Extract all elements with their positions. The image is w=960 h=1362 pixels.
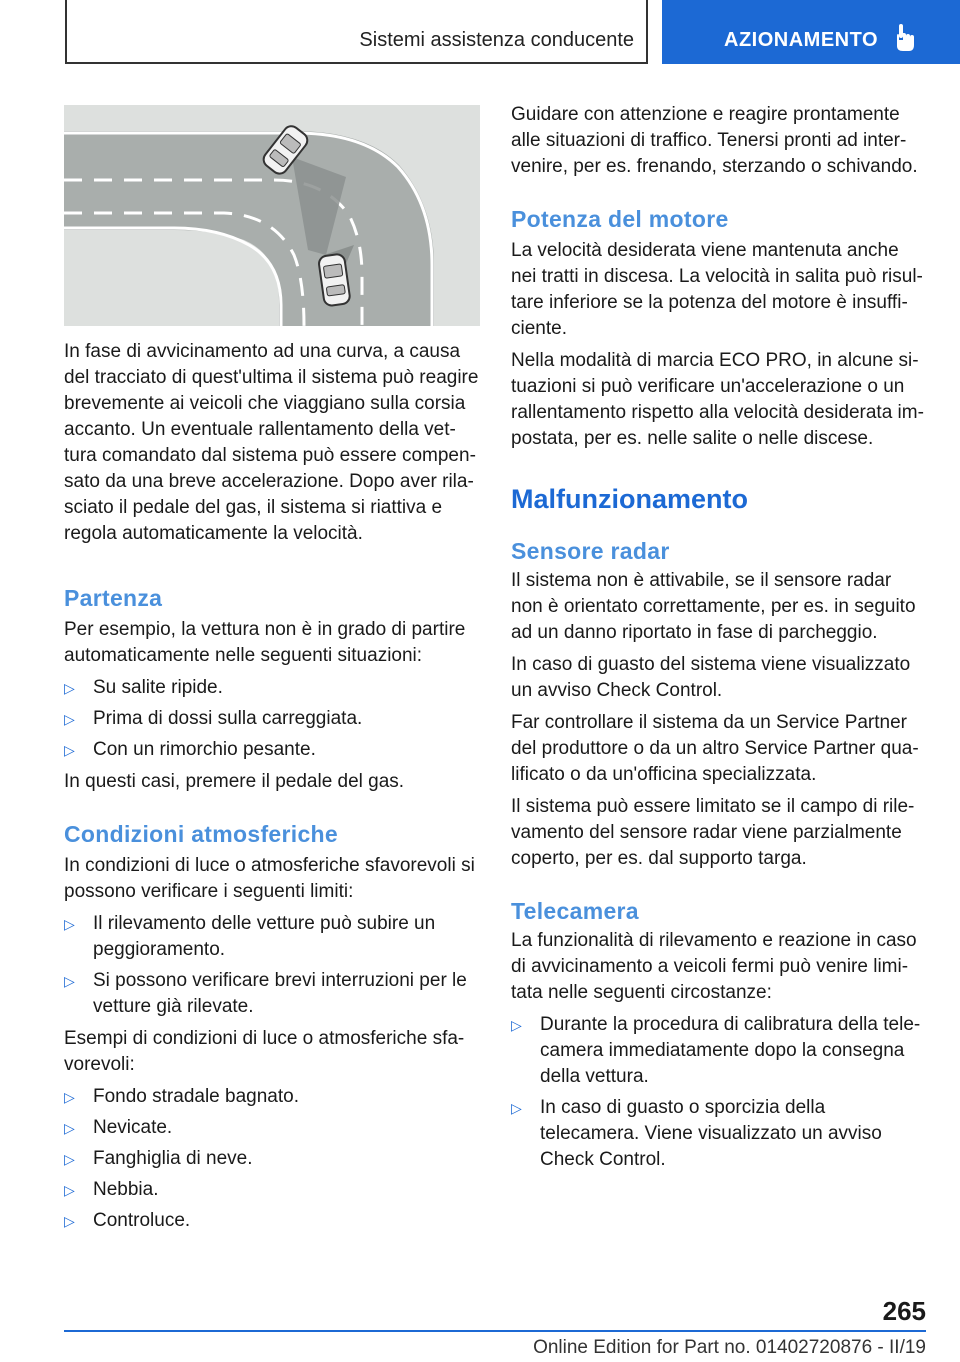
list-item: ▷ Fanghiglia di neve. (64, 1146, 480, 1172)
triangle-bullet-icon: ▷ (511, 1100, 522, 1116)
list-item: ▷ Durante la procedura di calibratura della telecamera immediatamente dopo la consegna della vettura. (511, 1014, 921, 1087)
hand-pointer-icon (894, 24, 916, 52)
list-item: ▷ Nevicate. (64, 1115, 480, 1141)
list-item: ▷ Con un rimorchio pesante. (64, 737, 480, 763)
list-item: ▷ Controluce. (64, 1208, 480, 1234)
heading-condizioni: Condizioni atmosferiche (64, 821, 338, 847)
examples-list (64, 1084, 480, 1234)
sensore-p3: Far controllare il sistema da un Service Partner del produttore o da un altro Service Partner qualificato o da un'officina specializzata. (511, 712, 919, 785)
sensore-p4: Il sistema può essere limitato se il campo di rilevamento del sensore radar viene parzialmente coperto, per es. dal supporto targa. (511, 796, 915, 869)
curve-radar-illustration (64, 105, 480, 326)
triangle-bullet-icon: ▷ (64, 1182, 75, 1198)
list-item: ▷ Fondo stradale bagnato. (64, 1084, 480, 1110)
triangle-bullet-icon: ▷ (64, 1151, 75, 1167)
header-section-box (65, 0, 648, 64)
header-chapter-box (662, 0, 960, 64)
list-item: ▷ Nebbia. (64, 1177, 480, 1203)
telecamera-intro: La funzionalità di rilevamento e reazione in caso di avvicinamento a veicoli fermi può venire limitata nelle seguenti circostanze: (511, 930, 917, 1003)
potenza-p2: Nella modalità di marcia ECO PRO, in alcune situazioni si può verificare un'accelerazione o un rallentamento rispetto alla velocità desiderata impostata, per es. nelle salite o nelle discese. (511, 350, 924, 449)
telecamera-list (511, 1012, 927, 1173)
figure-caption: In fase di avvicinamento ad una curva, a causa del tracciato di quest'ultima il sistema può reagire brevemente ai veicoli che viaggiano sulla corsia accanto. Un eventuale rallentamento della vettura comandato dal sistema può essere compensato da una breve accelerazione. Dopo aver rilasciato il pedale del gas, il sistema si riattiva e regola automaticamente la velocità. (64, 341, 479, 544)
list-item: ▷ Il rilevamento delle vetture può subire un peggioramento. (64, 913, 436, 960)
condizioni-examples-intro: Esempi di condizioni di luce o atmosferiche sfavorevoli: (64, 1028, 465, 1075)
heading-telecamera: Telecamera (511, 898, 639, 924)
footer-rule (64, 1330, 926, 1332)
chapter-title: AZIONAMENTO (724, 29, 879, 51)
road-curve-diagram (64, 105, 480, 326)
triangle-bullet-icon: ▷ (64, 742, 75, 758)
right-column (511, 102, 927, 1173)
section-title: Sistemi assistenza conducente (359, 29, 634, 51)
triangle-bullet-icon: ▷ (64, 1120, 75, 1136)
partenza-outro: In questi casi, premere il pedale del gas. (64, 771, 405, 792)
triangle-bullet-icon: ▷ (64, 711, 75, 727)
triangle-bullet-icon: ▷ (64, 1213, 75, 1229)
triangle-bullet-icon: ▷ (511, 1017, 522, 1033)
heading-potenza: Potenza del motore (511, 206, 729, 232)
partenza-intro: Per esempio, la vettura non è in grado di partire automaticamente nelle seguenti situazioni: (64, 619, 466, 666)
potenza-p1: La velocità desiderata viene mantenuta anche nei tratti in discesa. La velocità in salita può risultare inferiore se la potenza del motore è insufficiente. (511, 240, 923, 339)
heading-partenza: Partenza (64, 585, 163, 611)
heading-malfunzionamento: Malfunzionamento (511, 484, 748, 514)
sensore-p2: In caso di guasto del sistema viene visualizzato un avviso Check Control. (511, 654, 911, 701)
left-column (64, 339, 480, 1234)
condizioni-list (64, 911, 480, 1020)
triangle-bullet-icon: ▷ (64, 1089, 75, 1105)
list-item: ▷ Si possono verificare brevi interruzioni per le vetture già rilevate. (64, 970, 467, 1017)
partenza-list (64, 675, 480, 763)
condizioni-intro: In condizioni di luce o atmosferiche sfavorevoli si possono verificare i seguenti limiti: (64, 855, 475, 902)
triangle-bullet-icon: ▷ (64, 680, 75, 696)
list-item: ▷ Prima di dossi sulla carreggiata. (64, 706, 480, 732)
right-intro: Guidare con attenzione e reagire prontamente alle situazioni di traffico. Tenersi pronti ad intervenire, per es. frenando, sterzando o schivando. (511, 104, 918, 177)
heading-sensore-radar: Sensore radar (511, 538, 670, 564)
triangle-bullet-icon: ▷ (64, 916, 75, 932)
list-item: ▷ Su salite ripide. (64, 675, 480, 701)
footer-edition: Online Edition for Part no. 01402720876 - II/19 (533, 1337, 926, 1358)
triangle-bullet-icon: ▷ (64, 973, 75, 989)
sensore-p1: Il sistema non è attivabile, se il sensore radar non è orientato correttamente, per es. in seguito ad un danno riportato in fase di parcheggio. (511, 570, 916, 643)
page-number: 265 (882, 1296, 926, 1326)
list-item: ▷ In caso di guasto o sporcizia della telecamera. Viene visualizzato un avviso Check Control. (511, 1097, 882, 1170)
